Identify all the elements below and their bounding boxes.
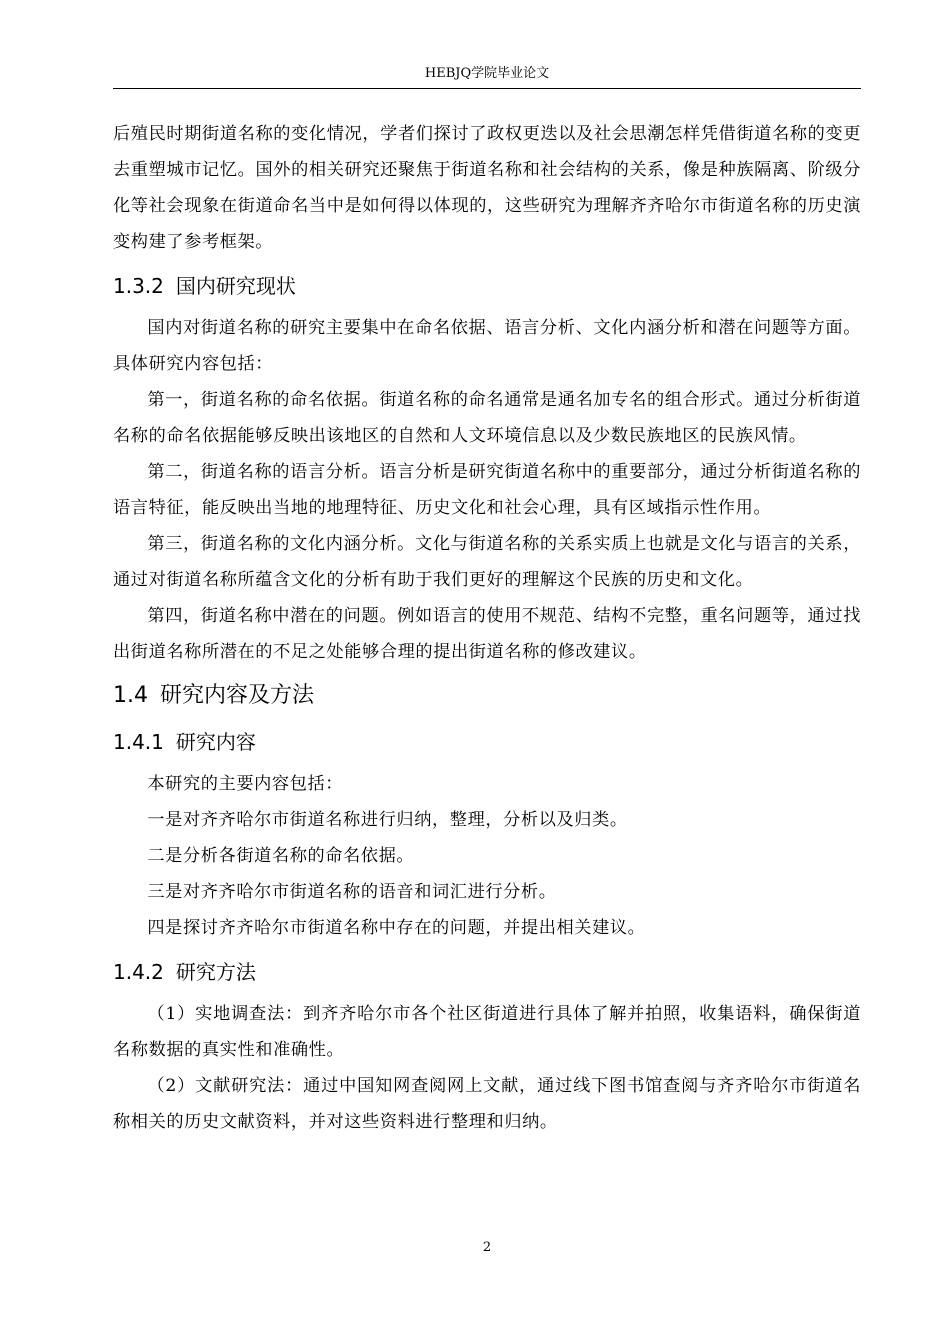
section-number: 1.4.1: [113, 730, 164, 754]
paragraph: 第二，街道名称的语言分析。语言分析是研究街道名称中的重要部分，通过分析街道名称的语言特征，能反映出当地的地理特征、历史文化和社会心理，具有区域指示性作用。: [113, 462, 861, 518]
list-item: 三是对齐齐哈尔市街道名称的语音和词汇进行分析。: [147, 882, 557, 902]
paragraph: 本研究的主要内容包括：: [147, 774, 344, 794]
paragraph: 国内对街道名称的研究主要集中在命名依据、语言分析、文化内涵分析和潜在问题等方面。具体研究内容包括：: [113, 318, 861, 374]
paragraph: （1）实地调查法：到齐齐哈尔市各个社区街道进行具体了解并拍照，收集语料，确保街道名称数据的真实性和准确性。: [113, 1004, 861, 1060]
page-number: 2: [482, 1240, 492, 1255]
section-title: 国内研究现状: [175, 274, 296, 298]
list-item: 一是对齐齐哈尔市街道名称进行归纳，整理，分析以及归类。: [147, 810, 628, 830]
page-header: HEBJQ学院毕业论文: [424, 66, 550, 81]
paragraph: 第三，街道名称的文化内涵分析。文化与街道名称的关系实质上也就是文化与语言的关系，通过对街道名称所蕴含文化的分析有助于我们更好的理解这个民族的历史和文化。: [113, 534, 861, 590]
section-title: 研究方法: [175, 960, 256, 984]
paragraph: 第一，街道名称的命名依据。街道名称的命名通常是通名加专名的组合形式。通过分析街道名称的命名依据能够反映出该地区的自然和人文环境信息以及少数民族地区的民族风情。: [113, 390, 861, 446]
paragraph: （2）文献研究法：通过中国知网查阅网上文献，通过线下图书馆查阅与齐齐哈尔市街道名称相关的历史文献资料，并对这些资料进行整理和归纳。: [113, 1076, 861, 1132]
section-title: 研究内容及方法: [160, 683, 315, 708]
section-number: 1.4: [113, 683, 148, 708]
page-body: [113, 116, 861, 1140]
section-number: 1.4.2: [113, 960, 164, 984]
section-number: 1.3.2: [113, 274, 164, 298]
section-title: 研究内容: [175, 730, 256, 754]
paragraph: 第四，街道名称中潜在的问题。例如语言的使用不规范、结构不完整，重名问题等，通过找出街道名称所潜在的不足之处能够合理的提出街道名称的修改建议。: [113, 606, 861, 662]
list-item: 二是分析各街道名称的命名依据。: [147, 846, 415, 866]
section-heading-1-4-1: [113, 722, 861, 762]
section-heading-1-4: [113, 676, 861, 716]
section-heading-1-3-2: [113, 266, 861, 306]
section-heading-1-4-2: [113, 952, 861, 992]
paragraph-continuation: 后殖民时期街道名称的变化情况，学者们探讨了政权更迭以及社会思潮怎样凭借街道名称的变更去重塑城市记忆。国外的相关研究还聚焦于街道名称和社会结构的关系，像是种族隔离、阶级分化等社会现象在街道命名当中是如何得以体现的，这些研究为理解齐齐哈尔市街道名称的历史演变构建了参考框架。: [113, 124, 861, 252]
header-rule: [113, 88, 861, 89]
list-item: 四是探讨齐齐哈尔市街道名称中存在的问题，并提出相关建议。: [147, 918, 646, 938]
